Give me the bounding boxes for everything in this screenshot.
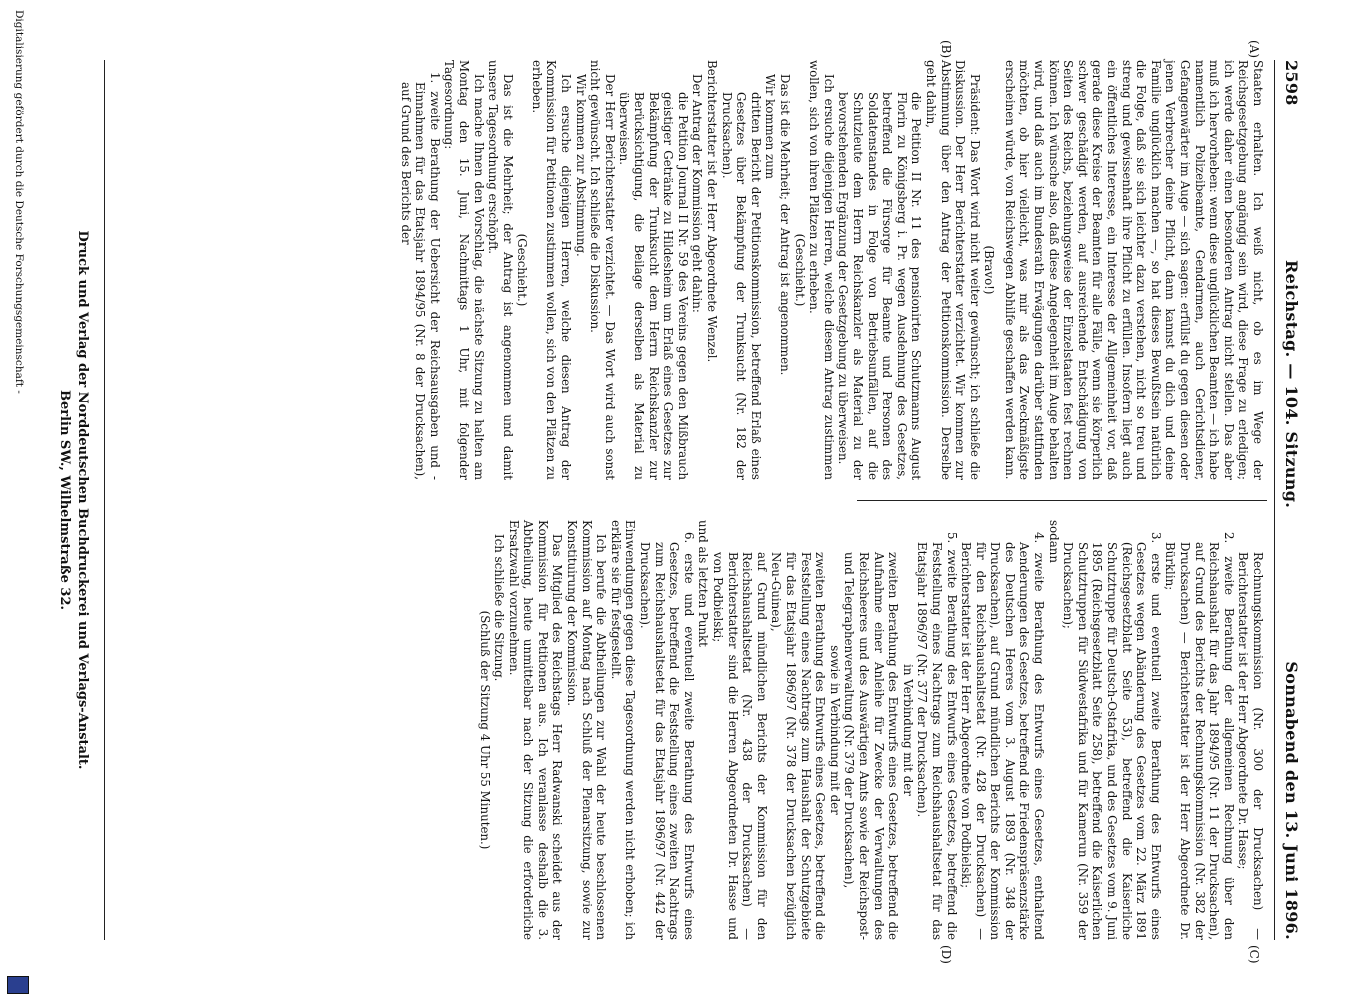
left-column-paragraph: (Geschieht.) <box>515 233 530 307</box>
right-column-paragraph: auf Grund mündlichen Berichts der Kommission für den Reichshaushaltsetat (Nr. 438 der Drucksachen) — Berichterstatter sind die Herren Abgeordneten Dr. Hasse und von Podbielski; <box>711 552 769 940</box>
right-column-paragraph: zweiten Berathung des Entwurfs eines Gesetzes, betreffend die Feststellung eines Nachtrags zum Haushalt der Schutzgebiete für das Etatsjahr 1896/97 (Nr. 378 der Drucksachen bezüglich Neu-Guinea), <box>769 552 828 940</box>
digitization-note <box>3 0 33 1000</box>
margin-mark-a: (A) <box>1247 40 1261 59</box>
column-rule <box>857 500 1267 501</box>
header-rule <box>1274 60 1275 940</box>
imprint <box>55 60 91 940</box>
left-column-paragraph: die Petition Journal II Nr. 59 des Vereins gegen den Mißbrauch geistiger Getränke zu Hildesheim um Erlaß eines Gesetzes zur Bekämpfung der Trunksucht dem Herrn Reichskanzler zur Berücksichtigung, die Beilage derselben als Material zu überweisen. <box>617 92 690 480</box>
left-column-paragraph: (Geschieht.) <box>792 233 807 307</box>
right-column-paragraph: 6. erste und eventuell zweite Berathung des Entwurfs eines Gesetzes, betreffend die Feststellung eines zweiten Nachtrags zum Reichshaushaltsetat für das Etatsjahr 1896/97 (Nr. 442 der Drucksachen). <box>638 532 696 940</box>
session-date: Sonnabend den 13. Juni 1896. <box>1282 661 1301 940</box>
imprint-line-1: Druck und Verlag der Norddeutschen Buchdruckerei und Verlags-Anstalt. <box>75 230 90 770</box>
left-column <box>398 60 1265 480</box>
left-column-paragraph: Ich ersuche diejenigen Herren, welche diesem Antrag zustimmen wollen, sich von ihren Plätzen zu erheben. <box>807 60 836 480</box>
left-column-paragraph: dritten Bericht der Petitionskommission, betreffend Erlaß eines Gesetzes über Bekämpfung der Trunksucht (Nr. 182 der Drucksachen). <box>719 92 763 480</box>
left-column-paragraph: Der Herr Berichterstatter verzichtet. — Das Wort wird auch sonst nicht gewünscht. Ich schließe die Diskussion. <box>588 60 617 480</box>
funding-note: Digitalisierung gefördert durch die Deutsche Forschungsgemeinschaft - <box>13 10 25 394</box>
session-title: Reichstag. — 104. Sitzung. <box>1282 260 1301 509</box>
left-column-paragraph: Das ist die Mehrheit; der Antrag ist angenommen. <box>778 74 792 376</box>
left-column-paragraph: (Bravo!) <box>982 245 997 295</box>
imprint-line-2: Berlin SW., Wilhelmstraße 32. <box>57 389 72 611</box>
page-number: 2598 <box>1282 60 1301 106</box>
right-column-paragraph: sowie in Verbindung mit der <box>827 645 842 815</box>
right-column-paragraph: Ich schließe die Sitzung. <box>492 534 507 682</box>
imprint-rule <box>104 60 105 940</box>
dfg-logo-icon <box>7 976 29 994</box>
right-column-paragraph: (Schluß der Sitzung 4 Uhr 55 Minuten.) <box>477 610 492 850</box>
right-column-paragraph: 3. erste und eventuell zweite Berathung des Entwurfs eines Gesetzes wegen Abänderung des Gesetzes vom 22. März 1891 (Reichsgesetzblatt Seite 53), betreffend die Kaiserliche Schutztruppe für Deutsch-Ostafrika, und des Gesetzes vom 9. Juni 1895 (Reichsgesetzblatt Seite 258), betreffend die Kaiserlichen Schutztruppen für Südwestafrika und für Kamerun (Nr. 359 der Drucksachen); <box>1061 532 1163 940</box>
right-column-paragraph: Einwendungen gegen diese Tagesordnung werden nicht erhoben; ich erkläre sie für festgestellt. <box>608 520 638 940</box>
margin-mark-b: (B) <box>939 40 953 59</box>
left-column-paragraph: die Petition II Nr. 11 des pensionirten Schutzmanns August Florin zu Königsberg i. Pr. wegen Ausdehnung des Gesetzes, betreffend die Fürsorge für Beamte und Personen des Soldatenstandes in Folge von Betriebsunfällen, auf die Schutzleute dem Herrn Reichskanzler als Material zu der bevorstehenden Ergänzung der Gesetzgebung zu überweisen. <box>836 92 924 480</box>
right-column <box>477 520 1265 940</box>
page-header <box>1277 60 1301 940</box>
left-column-paragraph: Das ist die Mehrheit; der Antrag ist angenommen und damit unsere Tagesordnung erschöpft. <box>486 60 515 480</box>
right-column-paragraph: und als letzten Punkt <box>696 520 711 647</box>
left-column-paragraph: Ich ersuche diejenigen Herren, welche diesen Antrag der Kommission für Petitionen zustimmen wollen, sich von den Plätzen zu erheben. <box>529 60 574 480</box>
margin-mark-c: (C) <box>1247 945 1261 964</box>
left-column-paragraph: Staaten erhalten. Ich weiß nicht, ob es im Wege der Reichsgesetzgebung angängig sein wird, diese Frage zu erledigen; ich werde daher einen besonderen Antrag nicht stellen. Das aber muß ich hervorheben: wenn diese unglücklichen Beamten — ich habe namentlich Polizeibeamte, Gendarmen, auch Gerichtsdiener, Gefangenwärter im Auge — sich sagen: erfüllst du gegen diesen oder jenen Verbrecher deine Pflicht, dann kannst du dich und deine Familie unglücklich machen —, so hat dieses Bewußtsein natürlich die Folge, daß sie sich leichter dazu verstehen, nicht so treu und streng und gewissenhaft ihre Pflicht zu erfüllen. Insofern liegt auch ein öffentliches Interesse, ein Interesse der Allgemeinheit vor, daß gerade diese Kreise der Beamten für alle Fälle, wenn sie körperlich schwer geschädigt werden, auf ausreichende Entschädigung von Seiten des Reichs, beziehungsweise der Einzelstaaten fest rechnen können. Ich wünsche also, daß diese Angelegenheit im Auge behalten wird, und daß auch im Bundesrath Erwägungen darüber stattfinden möchten, ob hier vielleicht, was mir als das Zweckmäßigste erscheinen würde, von Reichswegen Abhilfe geschaffen werden kann. <box>1002 60 1265 480</box>
left-column-paragraph: 1. zweite Berathung der Uebersicht der Reichsausgaben und -Einnahmen für das Etatsjahr 1894/95 (Nr. 8 der Drucksachen), auf Grund des Berichts der <box>398 72 442 480</box>
right-column-paragraph: Rechnungskommission (Nr. 300 der Drucksachen) — Berichterstatter ist der Herr Abgeordnete Dr. Hasse; <box>1236 552 1265 940</box>
right-column-paragraph: 4. zweite Berathung des Entwurfs eines Gesetzes, enthaltend Aenderungen des Gesetzes, betreffend die Friedenspräsenzstärke des Deutschen Heeres vom 3. August 1893 (Nr. 348 der Drucksachen), auf Grund mündlichen Berichts der Kommission für den Reichshaushaltsetat (Nr. 428 der Drucksachen) — Berichterstatter ist der Herr Abgeordnete von Podbielski; <box>959 532 1047 940</box>
right-column-paragraph: 5. zweite Berathung des Entwurfs eines Gesetzes, betreffend die Feststellung eines Nachtrags zum Reichshaushaltsetat für das Etatsjahr 1896/97 (Nr. 377 der Drucksachen). <box>915 532 959 940</box>
right-column-paragraph: Ich berufe die Abtheilungen zur Wahl der heute beschlossenen Kommission auf Montag nach Schluß der Plenarsitzung, sowie zur Konstituirung der Kommission. <box>565 520 609 940</box>
left-column-paragraph: Wir kommen zum <box>763 74 778 180</box>
right-column-paragraph: Das Mitglied des Reichstags Herr Radwanski scheidet aus der Kommission für Petitionen aus. Ich veranlasse deshalb die 3. Abtheilung, heute unmittelbar nach der Sitzung die erforderliche Ersatzwahl vorzunehmen. <box>506 520 565 940</box>
right-column-paragraph: 2. zweite Berathung der allgemeinen Rechnung über den Reichshaushalt für das Jahr 1894/95 (Nr. 11 der Drucksachen), auf Grund des Berichts der Rechnungskommission (Nr. 382 der Drucksachen) — Berichterstatter ist der Herr Abgeordnete Dr. Bürklin; <box>1163 532 1236 940</box>
left-column-paragraph: Wir kommen zur Abstimmung. <box>573 74 588 257</box>
right-column-paragraph: sodann <box>1046 520 1061 563</box>
left-column-paragraph: Präsident: Das Wort wird nicht weiter gewünscht; ich schließe die Diskussion. Der Herr Berichterstatter verzichtet. Wir kommen zur Abstimmung über den Antrag der Petitionskommission. Derselbe geht dahin, <box>923 60 982 480</box>
left-column-paragraph: Berichterstatter ist der Herr Abgeordnete Wenzel. <box>705 60 720 363</box>
right-column-paragraph: zweiten Berathung des Entwurfs eines Gesetzes, betreffend die Aufnahme einer Anleihe für Zwecke der Verwaltungen des Reichsheeres und des Auswärtigen Amts sowie der Reichspost- und Telegraphenverwaltung (Nr. 379 der Drucksachen), <box>842 552 901 940</box>
left-column-paragraph: Der Antrag der Kommission geht dahin: <box>690 74 705 313</box>
right-column-paragraph: in Verbindung mit der <box>900 664 915 796</box>
left-column-paragraph: Ich mache Ihnen den Vorschlag, die nächste Sitzung zu halten am Montag den 15. Juni, Nachmittags 1 Uhr, mit folgender Tagesordnung: <box>442 60 486 480</box>
margin-mark-d: (D) <box>939 945 953 964</box>
